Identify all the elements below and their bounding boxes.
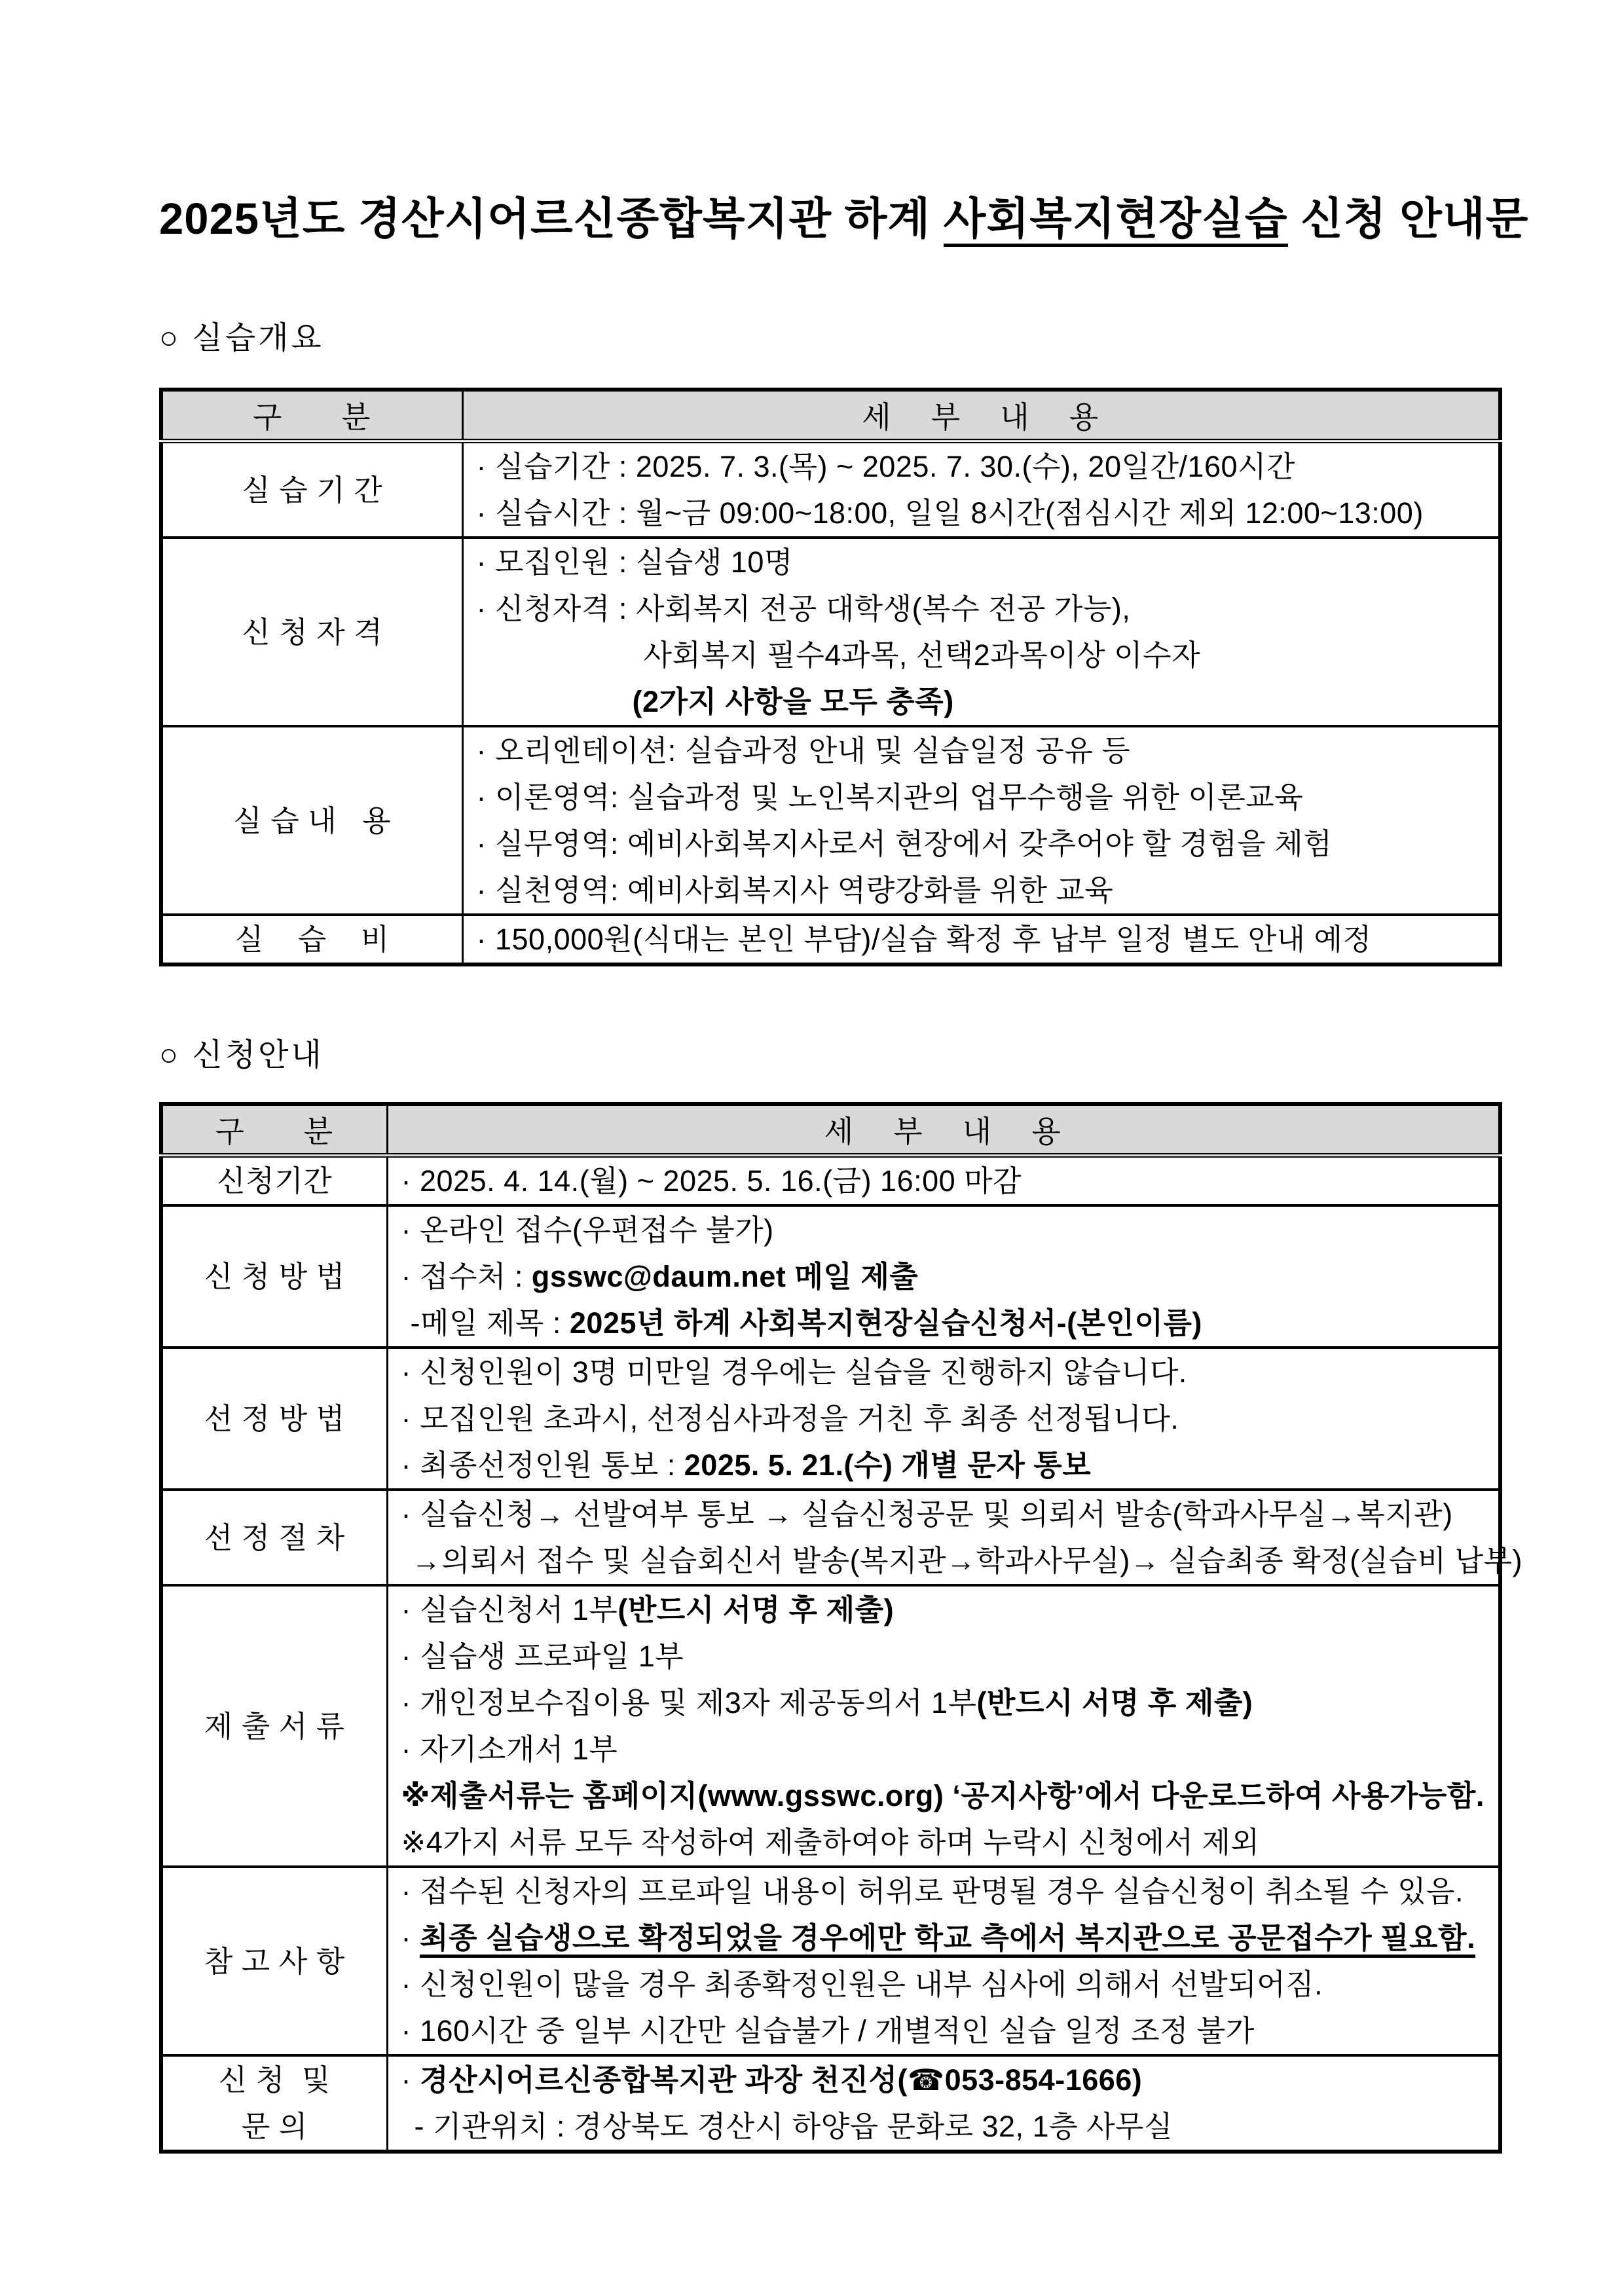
row-label-line: 실 습 기 간: [242, 473, 383, 507]
detail-line: [477, 678, 1494, 725]
detail-line: [401, 1158, 1494, 1204]
detail-text-segment: · 모집인원 : 실습생 10명: [476, 545, 793, 579]
section-application-guide: [159, 1029, 1523, 2154]
detail-text-segment: ·: [401, 1921, 420, 1955]
detail-line: [477, 727, 1494, 774]
table-row: [161, 726, 1500, 915]
detail-text-segment: · 실무영역: 예비사회복지사로서 현장에서 갖추어야 할 경험을 체험: [476, 827, 1333, 861]
row-detail: [462, 915, 1500, 964]
row-label-line: 실 습 내 용: [233, 803, 392, 837]
detail-text-segment: gsswc@daum.net 메일 제출: [531, 1260, 919, 1294]
detail-line: [477, 539, 1494, 585]
table-row: [161, 1348, 1500, 1490]
detail-text-segment: · 150,000원(식대는 본인 부담)/실습 확정 후 납부 일정 별도 안내 예정: [476, 923, 1372, 957]
row-detail: [387, 1348, 1500, 1490]
detail-line: [477, 490, 1494, 536]
detail-line: [401, 1961, 1494, 2008]
detail-text-segment: (반드시 서명 후 제출): [976, 1686, 1253, 1720]
table-row: [161, 538, 1500, 726]
table-row: [161, 1205, 1500, 1348]
detail-line: [401, 1915, 1494, 1961]
detail-line: [401, 1442, 1494, 1488]
detail-line: [401, 1772, 1494, 1819]
table-header-category: 구 분: [161, 1104, 387, 1156]
row-label-line: 선 정 절 차: [204, 1520, 345, 1554]
row-detail: [387, 1867, 1500, 2055]
table-header-detail: 세 부 내 용: [462, 390, 1500, 441]
detail-line: [401, 2008, 1494, 2054]
row-label-line: 신청기간: [217, 1164, 333, 1198]
table-row: [161, 1867, 1500, 2055]
detail-line: [401, 1587, 1494, 1633]
row-label: [161, 1585, 387, 1867]
application-guide-table: [159, 1102, 1523, 2154]
row-detail: [462, 538, 1500, 726]
detail-text-segment: · 160시간 중 일부 시간만 실습불가 / 개별적인 실습 일정 조정 불가: [401, 2014, 1255, 2048]
detail-text-segment: · 접수처 :: [401, 1260, 532, 1294]
table-header-row: [161, 390, 1500, 441]
title-text-segment: 사회복지현장실습: [944, 194, 1288, 247]
detail-line: [401, 1300, 1494, 1346]
detail-text-segment: ※4가지 서류 모두 작성하여 제출하여야 하며 누락시 신청에서 제외: [401, 1826, 1260, 1860]
detail-text-segment: - 기관위치 : 경상북도 경산시 하양읍 문화로 32, 1층 사무실: [414, 2110, 1173, 2144]
row-label-line: 제 출 서 류: [204, 1709, 345, 1743]
detail-text-segment: 사회복지 필수4과목, 선택2과목이상 이수자: [643, 638, 1201, 672]
table-row: [161, 1585, 1500, 1867]
title-text-segment: 신청 안내문: [1287, 194, 1529, 244]
title-text-segment: 2025년도 경산시어르신종합복지관 하계: [159, 194, 944, 244]
detail-line: [401, 1207, 1494, 1253]
row-label: [161, 1490, 387, 1585]
row-label: [161, 2055, 387, 2152]
row-label-line: 신 청 방 법: [204, 1260, 345, 1294]
detail-text-segment: · 이론영역: 실습과정 및 노인복지관의 업무수행을 위한 이론교육: [476, 780, 1304, 815]
detail-text-segment: (2가지 사항을 모두 충족): [632, 685, 954, 719]
detail-line: [477, 820, 1494, 867]
detail-line: [401, 1868, 1494, 1915]
row-label: [161, 1867, 387, 2055]
row-label: [161, 726, 462, 915]
detail-text-segment: · 신청인원이 3명 미만일 경우에는 실습을 진행하지 않습니다.: [401, 1355, 1187, 1389]
document-title: [159, 193, 1529, 246]
row-detail: [387, 1490, 1523, 1585]
detail-text-segment: · 실습기간 : 2025. 7. 3.(목) ~ 2025. 7. 30.(수), 20일간/160시간: [476, 450, 1295, 484]
detail-line: [477, 867, 1494, 913]
detail-text-segment: ※제출서류는 홈페이지(www.gsswc.org) ‘공지사항’에서 다운로드하여 사용가능함.: [401, 1779, 1485, 1813]
detail-text-segment: (반드시 서명 후 제출): [618, 1593, 895, 1627]
row-detail: [387, 2055, 1500, 2152]
detail-line: [401, 2103, 1494, 2150]
detail-line: [401, 1253, 1494, 1300]
detail-text-segment: · 개인정보수집이용 및 제3자 제공동의서 1부: [401, 1686, 977, 1720]
row-label: [161, 441, 462, 538]
detail-text-segment: ·: [401, 2063, 420, 2097]
detail-line: [401, 1819, 1494, 1865]
table-row: [161, 1490, 1500, 1585]
detail-line: [477, 632, 1494, 678]
row-label: [161, 1156, 387, 1206]
detail-text-segment: · 실습신청→ 선발여부 통보 → 실습신청공문 및 의뢰서 발송(학과사무실→복지관): [401, 1497, 1453, 1532]
section-practice-overview: [159, 312, 1502, 966]
row-label-line: 참 고 사 항: [204, 1944, 345, 1978]
row-label: [161, 1348, 387, 1490]
table-header-row: [161, 1104, 1500, 1156]
detail-text-segment: · 신청자격 : 사회복지 전공 대학생(복수 전공 가능),: [476, 592, 1131, 626]
detail-line: [401, 1680, 1494, 1726]
detail-text-segment: · 접수된 신청자의 프로파일 내용이 허위로 판명될 경우 실습신청이 취소될 수 있음.: [401, 1875, 1464, 1909]
detail-line: [477, 916, 1494, 963]
row-detail: [387, 1156, 1500, 1206]
detail-line: [401, 1633, 1494, 1680]
detail-text-segment: · 신청인원이 많을 경우 최종확정인원은 내부 심사에 의해서 선발되어짐.: [401, 1968, 1323, 2002]
section-heading-practice-overview: ○ 실습개요: [159, 321, 324, 356]
row-label-line: 선 정 방 법: [204, 1402, 345, 1436]
detail-text-segment: →의뢰서 접수 및 실습회신서 발송(복지관→학과사무실)→ 실습최종 확정(실습비 납부): [411, 1544, 1523, 1578]
row-detail: [387, 1205, 1500, 1348]
detail-text-segment: · 실천영역: 예비사회복지사 역량강화를 위한 교육: [476, 873, 1114, 908]
detail-line: [401, 1537, 1523, 1584]
detail-text-segment: · 실습신청서 1부: [401, 1593, 618, 1627]
table-row: [161, 2055, 1500, 2152]
row-label-line: 문 의: [241, 2110, 308, 2144]
detail-text-segment: · 오리엔테이션: 실습과정 안내 및 실습일정 공유 등: [476, 734, 1131, 768]
detail-text-segment: -메일 제목 :: [410, 1306, 570, 1340]
detail-line: [401, 2057, 1494, 2103]
detail-text-segment: · 실습시간 : 월~금 09:00~18:00, 일일 8시간(점심시간 제외 12:00~13:00): [476, 496, 1424, 530]
detail-text-segment: · 실습생 프로파일 1부: [401, 1640, 684, 1674]
table-row: [161, 1156, 1500, 1206]
detail-line: [477, 774, 1494, 820]
detail-text-segment: 경산시어르신종합복지관 과장 천진성(☎053-854-1666): [420, 2063, 1143, 2097]
practice-overview-table: [159, 388, 1502, 966]
detail-line: [401, 1726, 1494, 1772]
row-label: [161, 1205, 387, 1348]
table-header-detail: 세 부 내 용: [387, 1104, 1500, 1156]
section-heading-application-guide: ○ 신청안내: [159, 1038, 324, 1073]
table-row: [161, 915, 1500, 964]
detail-line: [401, 1491, 1494, 1537]
detail-line: [477, 585, 1494, 632]
row-label: [161, 538, 462, 726]
detail-text-segment: · 자기소개서 1부: [401, 1733, 618, 1767]
detail-line: [401, 1349, 1494, 1395]
detail-text-segment: 2025. 5. 21.(수) 개별 문자 통보: [684, 1448, 1092, 1482]
row-detail: [462, 441, 1500, 538]
detail-text-segment: · 온라인 접수(우편접수 불가): [401, 1213, 774, 1247]
detail-line: [477, 443, 1494, 490]
detail-text-segment: · 최종선정인원 통보 :: [401, 1448, 684, 1482]
row-label: [161, 915, 462, 964]
row-label-line: 실 습 비: [234, 923, 390, 957]
row-detail: [387, 1585, 1500, 1867]
row-label-line: 신 청 자 격: [242, 615, 383, 649]
table-header-category: 구 분: [161, 390, 462, 441]
detail-text-segment: · 2025. 4. 14.(월) ~ 2025. 5. 16.(금) 16:00 마감: [401, 1164, 1022, 1198]
table-row: [161, 441, 1500, 538]
row-label-line: 신 청 및: [218, 2063, 331, 2097]
detail-text-segment: 2025년 하계 사회복지현장실습신청서-(본인이름): [569, 1306, 1202, 1340]
detail-text-segment: · 모집인원 초과시, 선정심사과정을 거친 후 최종 선정됩니다.: [401, 1402, 1179, 1436]
detail-line: [401, 1395, 1494, 1442]
detail-text-segment: 최종 실습생으로 확정되었을 경우에만 학교 측에서 복지관으로 공문접수가 필요함.: [420, 1921, 1475, 1958]
row-detail: [462, 726, 1500, 915]
